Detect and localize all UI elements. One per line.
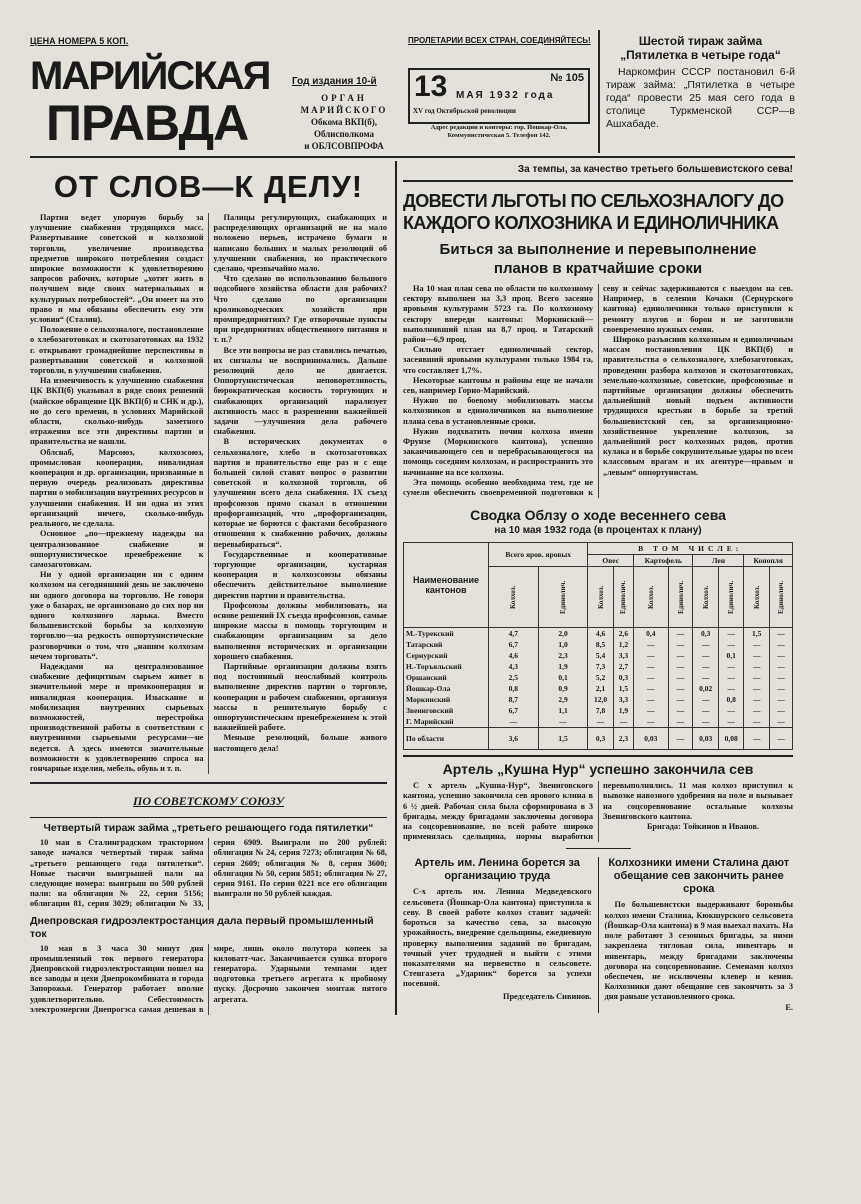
group-super-header: В ТОМ ЧИСЛЕ:: [588, 543, 793, 555]
table-cell: 7,3: [588, 661, 614, 672]
table-cell: 0,3: [693, 628, 719, 640]
table-cell: —: [613, 716, 633, 728]
table-cell: 3,6: [489, 728, 539, 750]
row-header: Наименование кантонов: [404, 543, 489, 628]
stalin-signature: Е.: [785, 1002, 793, 1012]
paragraph: Положение о сельхозналоге, постановление о хлебозаготовках и скотозаготовках на 1932 г. открывают громаднейшие перспективы в развертывании советской и колхозной торговли, в улучшении снабжения.: [30, 325, 204, 376]
issue-number: № 105: [550, 72, 584, 84]
canton-name: Моркинский: [404, 694, 489, 705]
table-row: [404, 628, 793, 640]
table-cell: 2,0: [538, 628, 588, 640]
paragraph: Некоторые кантоны и районы еще не начали сев, например Горно-Марийский.: [403, 375, 593, 396]
section-soviet-union: ПО СОВЕТСКОМУ СОЮЗУ: [133, 794, 284, 809]
table-cell: —: [668, 728, 693, 750]
table-cell: —: [693, 694, 719, 705]
subcolumn-label: Единолич.: [727, 580, 736, 614]
canton-name: Н.-Торъяльский: [404, 661, 489, 672]
signature: Бригада: Тойкинов и Иванов.: [646, 822, 760, 832]
table-cell: 0,08: [718, 728, 744, 750]
paragraph: С х артель „Кушна-Нур“, Звениговского кантона, успешно закончила сев ярового клина в 6 ½ дней. Рабочая сила была сформирована в 3 бригады, между бригадами заключены договора на соцсоревнование, во всей работе широко применялась сдельщина, нормы выработки перевыполнялись. 11 мая колхоз приступил к вывозке навозного удобрения на поле и вызывает на соцсоревнование остальные колхозы Звениговского кантона.: [403, 781, 793, 842]
table-cell: 1,9: [538, 661, 588, 672]
stalin-article: [605, 857, 794, 1012]
subcolumn-label: Колхоз.: [701, 585, 710, 609]
subcolumn-label: Единолич.: [676, 580, 685, 614]
table-cell: —: [769, 683, 792, 694]
table-row: [404, 683, 793, 694]
canton-name: Йошкар-Ола: [404, 683, 489, 694]
group-header: Овес: [588, 555, 634, 567]
table-cell: —: [634, 650, 669, 661]
paragraph: Надеждами на централизованное снабжение дефицитным сырьем живет в значительной мере и промкооперация и инвалидная кооперация. Изыскание и мобилизация внутренних сырьевых возможностей, перестройка производственной работы в соответствии с внутренними сырьевыми ресурсами—не ведется. А здесь имеются значительные возможности к удовлетворению спроса на гончарные изделия, мебель, обувь и т. п.: [30, 661, 204, 773]
paragraph: Сильно отстает единоличный сектор, засеявший яровыми культурами только 1984 га, что составляет 1,7%.: [403, 345, 593, 375]
canton-name: Оршанский: [404, 672, 489, 683]
address: Адрес редакции и конторы: гор. Йошкар-Ола, Коммунистическая 5. Телефон 142.: [430, 124, 568, 139]
table-cell: —: [769, 705, 792, 716]
table-cell: 0,03: [634, 728, 669, 750]
subcolumn-header: [634, 567, 669, 628]
organ-line: Облисполкома: [313, 129, 375, 139]
table-cell: 2,3: [613, 728, 633, 750]
paragraph: Эта помощь особенно необходима тем, где не сумели обеспечить своевременной подготовки к севу и сейчас задерживаются с выездом на сев. Например, в селении Кочаки (Сернурского кантона) единоличники только приступили к ремонту плугов и борон и не заготовили своевременно нужных семян.: [403, 284, 793, 498]
table-cell: 2,3: [538, 650, 588, 661]
table-cell: —: [769, 716, 792, 728]
table-row: [404, 639, 793, 650]
date-day: 13: [414, 70, 448, 103]
main-content: [30, 161, 795, 1015]
year: Год издания 10-й: [292, 76, 377, 87]
rule: [403, 180, 793, 182]
subcolumn-header: [588, 567, 614, 628]
table-cell: —: [634, 639, 669, 650]
table-cell: 1,5: [744, 628, 769, 640]
lenin-text: С-х артель им. Ленина Медведевского сельсовета (Йошкар-Ола кантона) приступила к севу. В своей работе колхоз ставит задачей: бороться за качество сева, за высокую урожайность, внедрение сдельщины, ежедневную проверку выполнения заданий по бригадам, точный учет трудодней и выйти с этими показателями на первенство в сельсовете. Стенгазета „Ударник“ борется за успехи посевной.: [403, 887, 592, 989]
lenin-article: [403, 857, 592, 1012]
table-cell: 12,0: [588, 694, 614, 705]
table-cell: 1,0: [538, 639, 588, 650]
table-cell: —: [744, 639, 769, 650]
table-cell: 0,8: [489, 683, 539, 694]
table-cell: —: [634, 694, 669, 705]
subcolumn-label: Колхоз.: [509, 585, 518, 609]
table-cell: 0,02: [693, 683, 719, 694]
table-cell: —: [634, 661, 669, 672]
price: ЦЕНА НОМЕРА 5 КОП.: [30, 36, 129, 46]
table-cell: 0,1: [538, 672, 588, 683]
dnepr-body: [30, 944, 387, 1015]
table-cell: —: [744, 694, 769, 705]
table-cell: 8,5: [588, 639, 614, 650]
table-cell: 0,9: [538, 683, 588, 694]
subcolumn-label: Колхоз.: [596, 585, 605, 609]
organ-line: ОРГАН: [321, 93, 367, 103]
table-cell: 2,7: [613, 661, 633, 672]
canton-name: Сернурский: [404, 650, 489, 661]
table-cell: 0,4: [634, 628, 669, 640]
table-cell: 2,5: [489, 672, 539, 683]
organ-line: Обкома ВКП(б),: [311, 117, 377, 127]
paragraph: На изменчивость к улучшению снабжения ЦК ВКП(б) указывал в ряде своих решений (майское обращение ЦК ВКП(б) и СНК и др.), но до сего времени, в условиях Марийской области, сколько-нибудь заметного отражения все эти директивы партии и правительства не нашли.: [30, 376, 204, 447]
table-cell: —: [744, 716, 769, 728]
paragraph: В исторических документах о сельхозналоге, хлебо и скотозаготовках партия и правительство еще раз и с еще большей силой ставят вопрос о развитии советской и колхозной торговли, об улучшении всего дела снабжения. IX съезд профсоюзов прямо сказал в отношении профорганизаций, что „профорганизации, которые не борются с фактами бесобразного отношения к снабжению рабочих, должны перевыбираться“.: [213, 437, 387, 549]
sowing-slogan: За темпы, за качество третьего большевистского сева!: [517, 164, 793, 175]
era: XV год Октябрьской революции: [413, 107, 516, 115]
table-cell: —: [769, 672, 792, 683]
paragraph: Все эти вопросы не раз ставились печатью, их сигналы не воспринимались. Дальше резолюций дело не двигается. Оппортунистическая неповоротливость, бюрократическая косность торгующих и снабжающих организаций парализует активность масс в разрешении важнейшей задачи —улучшения дела рабочего снабжения.: [213, 345, 387, 437]
table-row: [404, 716, 793, 728]
table-cell: 0,1: [718, 650, 744, 661]
table-cell: —: [538, 716, 588, 728]
paragraph: Партийные организации должны взять под постоянный неослабный контроль выполнение директив партии о торговле, кооперации и рабочем снабжении, организуя массы в решительную борьбу с оппортунистическим пренебрежением к этой важнейшей работе.: [213, 661, 387, 733]
table-cell: 2,1: [588, 683, 614, 694]
group-header: Лен: [693, 555, 744, 567]
rule: [403, 755, 793, 757]
table-cell: —: [718, 639, 744, 650]
table-cell: —: [769, 639, 792, 650]
subcolumn-label: Единолич.: [559, 580, 568, 614]
table-cell: —: [744, 728, 769, 750]
table-cell: —: [769, 694, 792, 705]
table-cell: 3,3: [613, 650, 633, 661]
canton-name: Звениговский: [404, 705, 489, 716]
date-box: [408, 68, 590, 124]
editorial-body: [30, 213, 387, 774]
table-cell: 1,1: [538, 705, 588, 716]
table-cell: —: [693, 672, 719, 683]
subcolumn-header: [744, 567, 769, 628]
paragraph: Государственные и кооперативные торгующие организации, кустарная кооперация и колхозсоюзы обязаны обеспечить действительное выполнение директив партии и правительства.: [213, 549, 387, 600]
table-subtitle: на 10 мая 1932 года (в процентах к плану): [494, 525, 702, 537]
tax-headline: ДОВЕСТИ ЛЬГОТЫ ПО СЕЛЬХОЗНАЛОГУ ДО КАЖДОГО КОЛХОЗНИКА И ЕДИНОЛИЧНИКА: [403, 191, 784, 233]
subcolumn-header: [489, 567, 539, 628]
table-cell: —: [693, 705, 719, 716]
paragraph: Широко разъяснив колхозным и единоличным массам постановления ЦК ВКП(б) и правительства о сельхозналоге, хлебозаготовках, проведении разбора колхозов и скотозаготовках, земельно-колхозные, советские, профсоюзные и партийные организации должны обеспечить дальнейший новый подъем активности трудящихся крестьян в борьбе за третий большевистский сев, за организационно-хозяйственное укрепление колхозов, за дальнейший рост колхозных рядов, против кулака и в борьбе сокрушительные удары по всем классовым врагам и их агентуре—правым и „левым“ оппортунистам.: [603, 335, 793, 477]
masthead-title-line1: МАРИЙСКАЯ: [30, 54, 270, 98]
organ-line: МАРИЙСКОГО: [300, 105, 388, 115]
table-cell: —: [718, 705, 744, 716]
canton-name: По области: [404, 728, 489, 750]
table-cell: —: [718, 672, 744, 683]
sowing-table: [403, 542, 793, 750]
table-cell: —: [588, 716, 614, 728]
table-cell: 4,3: [489, 661, 539, 672]
tax-body: [403, 284, 793, 498]
rule: [30, 782, 387, 784]
table-cell: —: [668, 672, 693, 683]
table-cell: —: [744, 661, 769, 672]
table-cell: —: [668, 628, 693, 640]
canton-name: Татарский: [404, 639, 489, 650]
left-column: [30, 161, 395, 1015]
table-cell: 6,7: [489, 705, 539, 716]
table-cell: —: [769, 661, 792, 672]
table-cell: —: [634, 683, 669, 694]
tax-subheadline: Биться за выполнение и перевыполнение планов в кратчайшие сроки: [439, 241, 757, 277]
paragraph: Партия ведет упорную борьбу за улучшение снабжения трудящихся масс. Развертывание советской и колхозной торговли, увеличение производства предметов широкого потребления создаст широкие возможности к удовлетворению запросов рабочих, которые „хотят жить в получшем виде своих материальных и культурных потребностей“. „Он имеет на это право и мы обязаны обеспечить ему эти условия“ (Сталин).: [30, 213, 204, 325]
masthead-vertical-divider: [598, 30, 600, 153]
table-cell: 1,5: [538, 728, 588, 750]
table-cell: 5,4: [588, 650, 614, 661]
table-cell: —: [634, 716, 669, 728]
table-title: Сводка Облзу о ходе весеннего сева: [470, 507, 726, 524]
paragraph: Основное „по—прежнему надежды на централизованное снабжение и оппортунистическое пренебрежение к самозаготовкам.: [30, 529, 204, 569]
canton-name: Г. Марийский: [404, 716, 489, 728]
stalin-headline: Колхозники имени Сталина дают обещание сев закончить ранее срока: [608, 857, 790, 896]
organ-line: и ОБЛСОВПРОФА: [304, 141, 384, 151]
table-cell: —: [668, 694, 693, 705]
table-cell: —: [668, 716, 693, 728]
stalin-text: По большевистски выдерживают бороньбы колхоз имени Сталина, Кюкшурского сельсовета (Йошкар-Ола кантона) в 9 мая выехал пахать. На поле работают 3 сезонных бригады, за ними закреплена тягловая сила, инвентарь и инвентарь, между бригадами заключены договора на соцсоревнование. Семенами колхоз обеспечен, не исключены клевер и кения. Колхозники дают обещание сев закончить за 3 дня раньше установленного срока.: [604, 900, 793, 1002]
table-cell: —: [634, 672, 669, 683]
paragraph: Палицы регулирующих, снабжающих и распределяющих организаций не на мало положено перьев, истрачено бумаги и написано больших и малых резолюций об улучшении снабжения, но практического сделано, чрезвычайно мало.: [213, 213, 387, 274]
table-cell: 1,9: [613, 705, 633, 716]
right-column: [397, 161, 793, 1015]
group-header: Конопля: [744, 555, 793, 567]
table-cell: —: [744, 683, 769, 694]
subcolumn-header: [613, 567, 633, 628]
paragraph: Нужно по боевому мобилизовать массы колхозников и единоличников на выполнение плана сева в установленные сроки.: [403, 396, 593, 426]
table-cell: —: [668, 683, 693, 694]
rule: [30, 817, 387, 818]
table-total-row: [404, 728, 793, 750]
table-cell: —: [769, 628, 792, 640]
table-cell: —: [744, 650, 769, 661]
table-cell: —: [693, 650, 719, 661]
canton-name: М.-Турекский: [404, 628, 489, 640]
divider: [566, 848, 631, 849]
table-cell: —: [668, 661, 693, 672]
subcolumn-label: Колхоз.: [752, 585, 761, 609]
subcolumn-header: [718, 567, 744, 628]
paragraph: 10 мая в 3 часа 30 минут дня промышленный ток первого генератора Днепровской гидроэлектростанции пошел на все заводы и цехи Днепрокомбината и города Запорожья. Генератор работает вполне удовлетворительно. Себестоимость электроэнергии Днепрогэса самая дешевая в мире, лишь около полутора копеек за киловатт-час. Заканчивается сушка второго генератора. Ударными темпами идет подготовка третьего агрегата к пробному пуску. Досрочно закончен монтаж пятого агрегата.: [30, 943, 387, 1014]
table-cell: —: [744, 672, 769, 683]
masthead-bottom-rule: [30, 156, 795, 158]
bottom-articles: [403, 857, 793, 1012]
table-row: [404, 650, 793, 661]
lenin-signature: Председатель Сивинов.: [502, 991, 592, 1001]
table-cell: —: [744, 705, 769, 716]
group-header: Картофель: [634, 555, 693, 567]
table-cell: —: [718, 716, 744, 728]
paragraph: Ни у одной организации ни с одним колхозом на сегодняшний день не заключено ни одного договора на торговлю. Не говоря уже о базарах, не организовано до сих пор ни одного колхозного ларька. Вместо большевистской борьбы за колхозную торговлю—на редкость оппортунистические разговорчики о том, что „нашим колхозам нечем торговать“.: [30, 570, 204, 661]
date-month: МАЯ 1932 года: [456, 90, 555, 101]
table-cell: 0,3: [613, 672, 633, 683]
table-cell: 0,3: [588, 728, 614, 750]
table-row: [404, 672, 793, 683]
table-cell: 1,2: [613, 639, 633, 650]
table-cell: 4,6: [489, 650, 539, 661]
table-row: [404, 661, 793, 672]
table-cell: 2,6: [613, 628, 633, 640]
group-header: Всего яров. яровых: [489, 543, 588, 567]
paragraph: Что сделано по использованию большого подсобного хозяйства области для рабочих? Что сделано по организации кролиководческих хозяйств при промпредприятиях? Где отворочные пункты при предприятиях общественного питания и т. п.?: [213, 274, 387, 345]
table-cell: —: [718, 628, 744, 640]
column-divider: [598, 857, 599, 1012]
table-cell: —: [718, 683, 744, 694]
table-row: [404, 694, 793, 705]
table-cell: —: [718, 661, 744, 672]
table-row: [404, 705, 793, 716]
subcolumn-header: [538, 567, 588, 628]
masthead-title-line2: ПРАВДА: [46, 95, 249, 151]
table-cell: —: [668, 705, 693, 716]
subcolumn-label: Единолич.: [776, 580, 785, 614]
kushna-body: [403, 781, 793, 842]
loan-headline: Четвертый тираж займа „третьего решающего года пятилетки“: [43, 822, 374, 835]
table-cell: —: [668, 650, 693, 661]
table-cell: 7,8: [588, 705, 614, 716]
subcolumn-header: [668, 567, 693, 628]
masthead: [30, 30, 795, 153]
dnepr-headline: Днепровская гидроэлектростанция дала первый промышленный ток: [30, 914, 374, 940]
table-cell: —: [668, 639, 693, 650]
table-cell: —: [634, 705, 669, 716]
subcolumn-label: Единолич.: [619, 580, 628, 614]
paragraph: На 10 мая план сева по области по колхозному сектору выполнен на 3,3 проц. Всего засеяно яровыми культурами 5723 га. По колхозному сектору впереди кантоны: Моркинский—выполнивший план на 8,7 проц. и Татарский район—6,9 проц.: [403, 284, 593, 345]
table-cell: 2,9: [538, 694, 588, 705]
table-cell: —: [769, 728, 792, 750]
subcolumn-header: [693, 567, 719, 628]
paragraph: Нужно подхватить почин колхоза имени Фрунзе (Моркинского кантона), успешно заканчивающего сев и перебрасывающегося на помощь соседним колхозам, и распространить это начинание на все колхозы.: [403, 426, 593, 477]
paragraph: Профсоюзы должны мобилизовать, на основе решений IX съезда профсоюзов, самые широкие массы в помощь торгующим и снабжающим организациям за дело выполнения исторических и организации хорошего снабжения.: [213, 600, 387, 661]
table-cell: 1,5: [613, 683, 633, 694]
loan-notice: [606, 34, 795, 131]
subcolumn-label: Колхоз.: [646, 585, 655, 609]
table-cell: 8,7: [489, 694, 539, 705]
paragraph: 10 мая в Сталинградском тракторном заводе начался четвертый тираж займа „третьего решающего года пятилетки“. Новые тысячи выигрышей пали на следующие номера: выигрыш по 500 рублей пали: на облигации № 22, серия 5156; облигации 81, серия 3029; облигации № 33, серия 6909. Выиграли по 200 рублей: облигация № 24, серия 7273; облигация № 68, серия 2609; облигация № 8, серия 3600; облигация № 50, серия 5851; облигация № 27, серия 9161. По серии 0221 все его облигации выиграли по 50 рублей каждая.: [30, 838, 387, 909]
table-cell: 6,7: [489, 639, 539, 650]
editorial-headline: ОТ СЛОВ—К ДЕЛУ!: [53, 169, 364, 204]
loan-body: [30, 838, 387, 909]
table-cell: 0,03: [693, 728, 719, 750]
table-cell: 5,2: [588, 672, 614, 683]
loan-notice-headline: Шестой тираж займа „Пятилетка в четыре года“: [620, 34, 781, 62]
organ-block: [292, 92, 396, 152]
table-cell: —: [693, 716, 719, 728]
table-cell: 4,7: [489, 628, 539, 640]
paragraph: Облснаб, Марсоюз, колхозсоюз, промысловая кооперация, инвалидная кооперация и др. организации, призванные в первую очередь реализовать директивы партии о мобилизации внутренних ресурсов и улучшении снабжения. И ни одна из этих организаций ничего, сколько-нибудь реального, не сделала.: [30, 447, 204, 529]
table-cell: 0,8: [718, 694, 744, 705]
paragraph: Меньше резолюций, больше живого настоящего дела!: [213, 733, 387, 753]
kushna-headline: Артель „Кушна Нур“ успешно закончила сев: [442, 761, 754, 778]
table-cell: —: [489, 716, 539, 728]
table-cell: —: [693, 639, 719, 650]
lenin-headline: Артель им. Ленина борется за организацию труда: [414, 857, 580, 883]
slogan: ПРОЛЕТАРИИ ВСЕХ СТРАН, СОЕДИНЯЙТЕСЬ!: [408, 36, 591, 45]
loan-notice-text: Наркомфин СССР постановил 6-й тираж займа: „Пятилетка в четыре года“ провести 25 мая сего года в столице Туркменской ССР—в Ашхабаде.: [606, 66, 795, 130]
subcolumn-header: [769, 567, 792, 628]
table-cell: —: [693, 661, 719, 672]
table-cell: —: [769, 650, 792, 661]
table-cell: 3,3: [613, 694, 633, 705]
table-cell: 4,6: [588, 628, 614, 640]
